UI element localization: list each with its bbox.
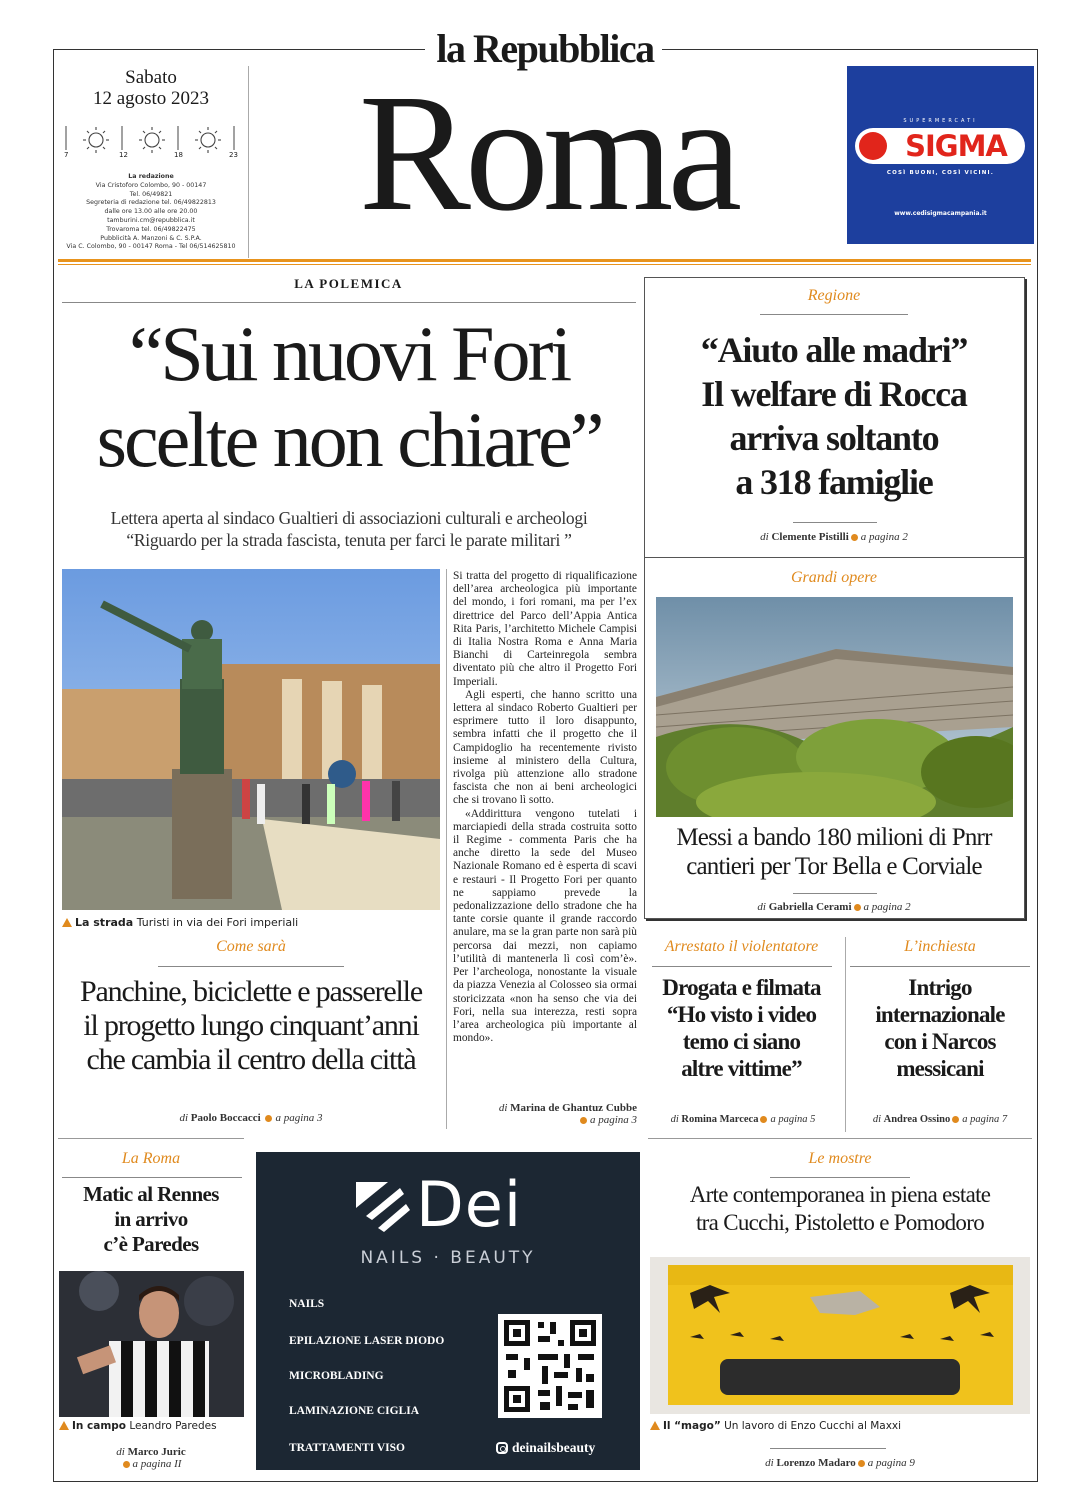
- caption-bold: La strada: [75, 916, 134, 929]
- mostre-headline-1[interactable]: Arte contemporanea in piena estate: [689, 1182, 991, 1207]
- mostre-byline[interactable]: [648, 1457, 1032, 1469]
- lead-body-paragraph: Si tratta del progetto di riqualificazione dell’area archeologica più importante del mondo, i fori romani, ma per l’ex direttrice del Parco dell’Appia Antica Rita Paris, l’architetto Michele Campisi di Italia Nostra Roma e Anna Maria Bianchi di Carteinregola sembra diventato più che altro il Progetto Fori Imperiali.: [453, 570, 637, 688]
- arrestato-kicker: Arrestato il violentatore: [664, 938, 819, 955]
- redazione-line[interactable]: tamburini.cm@repubblica.it: [107, 216, 195, 224]
- redazione-line: Tel. 06/49821: [129, 190, 173, 198]
- arrestato-headline-1[interactable]: Drogata e filmata: [662, 975, 821, 1000]
- caption-text: Turisti in via dei Fori imperiali: [136, 916, 299, 929]
- dei-service: TRATTAMENTI VISO: [289, 1442, 405, 1454]
- weather-hour: 12: [119, 151, 128, 159]
- byline-author: Romina Marceca: [681, 1114, 759, 1125]
- lead-deck-1: Lettera aperta al sindaco Gualtieri di associazioni culturali e archeologi: [110, 508, 588, 528]
- lead-photo[interactable]: [62, 569, 440, 910]
- dei-service: LAMINAZIONE CIGLIA: [289, 1405, 420, 1417]
- mostre-headline-2[interactable]: tra Cucchi, Pistoletto e Pomodoro: [695, 1210, 984, 1235]
- orange-dot-icon: [760, 1116, 767, 1123]
- caption-bold: Il “mago”: [663, 1420, 721, 1432]
- redazione-line: Via C. Colombo, 90 - 00147 Roma - Tel 06/514625810: [66, 243, 236, 251]
- edition-title: Roma: [358, 60, 737, 246]
- come-sara-kicker: Come sarà: [216, 938, 286, 955]
- brand-name[interactable]: la Repubblica: [436, 26, 654, 71]
- weather-icons: [62, 122, 240, 162]
- inchiesta-kicker: L’inchiesta: [904, 938, 976, 955]
- redazione-line: Segreteria di redazione tel. 06/49822813: [86, 199, 216, 207]
- lead-body-paragraph: Agli esperti, che hanno scritto una lettera al sindaco Roberto Gualtieri per esprimere tutto il loro disappunto, sembra infatti che il progetto che il Campidoglio ha recentemente rivisto insieme al ministero della Cultura, rivolga più attenzione allo stradone fascista che non ai beni archeologici che si trovano lì sotto.: [453, 688, 637, 807]
- arrestato-headline-3[interactable]: temo ci siano: [682, 1029, 801, 1054]
- lead-column-divider: [446, 569, 447, 1129]
- lead-body: [453, 570, 637, 1045]
- redazione-line: Via Cristoforo Colombo, 90 - 00147: [95, 181, 207, 189]
- frame-top-left: [53, 49, 425, 50]
- frame-right: [1037, 49, 1038, 1481]
- regione-kicker: Regione: [807, 287, 861, 304]
- dei-ad[interactable]: [256, 1152, 640, 1470]
- redazione-line: Trovaroma tel. 06/49822475: [106, 225, 196, 233]
- regione-byline-rule: [793, 522, 877, 523]
- grandi-opere-headline-2[interactable]: cantieri per Tor Bella e Corviale: [686, 853, 982, 880]
- frame-bottom: [53, 1481, 1038, 1482]
- grandi-opere-kicker: Grandi opere: [790, 569, 878, 586]
- orange-dot-icon: [580, 1117, 587, 1124]
- dei-service: NAILS: [289, 1298, 325, 1310]
- caption-triangle-icon: [650, 1421, 660, 1430]
- lead-headline-2[interactable]: scelte non chiare”: [96, 396, 602, 483]
- la-roma-caption: [59, 1420, 245, 1432]
- redazione-line: Pubblicità A. Manzoni & C. S.P.A.: [100, 234, 202, 242]
- la-roma-byline[interactable]: [58, 1446, 244, 1470]
- corviale-photo-art: [656, 597, 1013, 817]
- orange-dot-icon: [858, 1460, 865, 1467]
- regione-byline[interactable]: [645, 531, 1023, 543]
- lead-section-rule: [62, 302, 636, 303]
- arrestato-byline[interactable]: [648, 1114, 838, 1125]
- grandi-opere-photo[interactable]: [656, 597, 1013, 817]
- mostre-kicker: Le mostre: [808, 1150, 872, 1167]
- inchiesta-headline-4[interactable]: messicani: [896, 1056, 984, 1081]
- byline-author: Clemente Pistilli: [771, 531, 849, 543]
- byline-page[interactable]: a pagina 9: [867, 1457, 915, 1469]
- la-roma-rule: [62, 1177, 242, 1178]
- lead-section-label: LA POLEMICA: [294, 276, 403, 291]
- weather-hour: 23: [229, 151, 238, 159]
- redazione-title: La redazione: [128, 173, 174, 180]
- arrestato-headline-2[interactable]: “Ho visto i video: [666, 1002, 817, 1027]
- redazione-line: dalle ore 13.00 alle ore 20.00: [104, 208, 198, 216]
- sigma-tagline: COSÌ BUONI, COSÌ VICINI.: [886, 170, 995, 176]
- sun-icon: [195, 127, 221, 153]
- come-sara-rule: [158, 966, 344, 967]
- lead-deck-2: “Riguardo per la strada fascista, tenuta per farci le parate militari ”: [126, 530, 572, 550]
- arrestato-headline-4[interactable]: altre vittime”: [681, 1056, 802, 1081]
- date-day: Sabato: [125, 67, 177, 88]
- byline-prefix: di: [760, 531, 769, 543]
- byline-author: Marco Juric: [127, 1446, 186, 1458]
- regione-headline-2[interactable]: Il welfare di Rocca: [701, 374, 967, 414]
- byline-page[interactable]: a pagina 2: [863, 901, 911, 913]
- byline-prefix: di: [498, 1102, 508, 1114]
- grandi-opere-byline-rule: [793, 893, 877, 894]
- dei-service: EPILAZIONE LASER DIODO: [289, 1335, 445, 1347]
- sigma-figure-icon: [859, 132, 887, 160]
- la-roma-headline-2[interactable]: in arrivo: [114, 1207, 188, 1231]
- right-box-divider: [645, 557, 1024, 558]
- inchiesta-byline[interactable]: [850, 1114, 1030, 1125]
- byline-prefix: di: [116, 1446, 125, 1458]
- inchiesta-rule: [850, 966, 1030, 967]
- mostre-rule: [770, 1177, 910, 1178]
- date-box-divider: [248, 66, 249, 258]
- byline-author: Marina de Ghantuz Cubbe: [510, 1102, 637, 1114]
- byline-prefix: di: [872, 1114, 881, 1125]
- weather-hour: 7: [64, 151, 69, 159]
- come-sara-headline-3[interactable]: che cambia il centro della città: [86, 1043, 416, 1076]
- la-roma-headline-1[interactable]: Matic al Rennes: [83, 1182, 219, 1206]
- dei-social[interactable]: deinailsbeauty: [512, 1440, 596, 1455]
- regione-headline-3[interactable]: arriva soltanto: [729, 418, 939, 458]
- weather-strip: [62, 122, 240, 162]
- sigma-ad-top: SUPERMERCATI: [903, 118, 978, 124]
- byline-author: Andrea Ossino: [883, 1114, 951, 1125]
- cucchi-artwork-art: [650, 1257, 1030, 1414]
- grandi-opere-byline[interactable]: [645, 901, 1023, 913]
- byline-page[interactable]: a pagina 3: [589, 1114, 637, 1126]
- arrestato-inchiesta-divider: [845, 937, 846, 1132]
- inchiesta-headline-2[interactable]: internazionale: [875, 1002, 1005, 1027]
- caption-text: Leandro Paredes: [129, 1420, 217, 1432]
- lead-photo-caption: [62, 916, 440, 929]
- caption-triangle-icon: [59, 1421, 69, 1430]
- come-sara-headline-1[interactable]: Panchine, biciclette e passerelle: [80, 975, 422, 1008]
- regione-headline-1[interactable]: “Aiuto alle madri”: [700, 330, 968, 370]
- mostre-photo[interactable]: [650, 1257, 1030, 1414]
- dei-sub: NAILS · BEAUTY: [360, 1248, 536, 1268]
- qr-code-icon[interactable]: [498, 1314, 602, 1418]
- date-full: 12 agosto 2023: [92, 88, 210, 109]
- regione-headline-4[interactable]: a 318 famiglie: [735, 462, 933, 502]
- sigma-url[interactable]: www.cedisigmacampania.it: [894, 210, 987, 217]
- masthead-rule-thin: [58, 264, 1031, 265]
- weather-hour: 18: [174, 151, 183, 159]
- player-photo-art: [59, 1271, 244, 1417]
- caption-triangle-icon: [62, 918, 72, 927]
- frame-left: [53, 49, 54, 1481]
- come-sara-headline-2[interactable]: il progetto lungo cinquant’anni: [83, 1009, 419, 1042]
- lead-body-paragraph: «Addirittura vengono tutelati i marciapiedi della strada costruita sotto il Regime - commenta Paris che ha anche diretto la sede del Museo Nazionale Romano ed è esperta di scavi e restauri - Il Progetto Fori per quanto ne sappiamo prevede la pedonalizzazione dello stradone che ha tante corsie quante il grande raccordo anulare, ma se la gran parte non sarà più percorsa dai mezzi, non capiamo l’utilità di mantenerla lì così com’è». Per l’archeologa, nonostante la visuale da piazza Venezia al Colosseo sia ormai storicizzata «non ha senso che via dei Fori, nella sua interezza, resti sopra l’area archeologica più importante al mondo».: [453, 807, 637, 1045]
- come-sara-byline[interactable]: [62, 1112, 440, 1124]
- dei-logo-text: Dei: [416, 1168, 523, 1241]
- byline-page[interactable]: a pagina 3: [275, 1112, 323, 1124]
- inchiesta-headline-3[interactable]: con i Narcos: [884, 1029, 996, 1054]
- byline-author: Gabriella Cerami: [768, 901, 852, 913]
- byline-author: Lorenzo Madaro: [776, 1457, 856, 1469]
- orange-dot-icon: [854, 904, 861, 911]
- frame-top-right: [662, 49, 1037, 50]
- dei-logo-icon: [354, 1178, 412, 1234]
- byline-prefix: di: [179, 1112, 189, 1124]
- sigma-logo-box: [855, 128, 1025, 164]
- sun-icon: [139, 127, 165, 153]
- orange-dot-icon: [952, 1116, 959, 1123]
- inchiesta-headline-1[interactable]: Intrigo: [908, 975, 972, 1000]
- lead-headline-1[interactable]: “Sui nuovi Fori: [128, 310, 570, 397]
- masthead-rule: [58, 259, 1031, 262]
- byline-author: Paolo Boccacci: [190, 1112, 261, 1124]
- la-roma-photo[interactable]: [59, 1271, 244, 1417]
- sigma-ad[interactable]: [847, 66, 1034, 244]
- byline-prefix: di: [765, 1457, 774, 1469]
- redazione-info: [58, 173, 244, 252]
- orange-dot-icon: [265, 1115, 272, 1122]
- byline-page[interactable]: a pagina II: [132, 1458, 182, 1470]
- la-roma-kicker: La Roma: [121, 1150, 181, 1167]
- byline-page[interactable]: a pagina 5: [770, 1114, 816, 1125]
- byline-page[interactable]: a pagina 2: [860, 531, 908, 543]
- bottom-band-rule-left: [58, 1138, 244, 1139]
- mostre-byline-rule: [770, 1448, 886, 1449]
- mostre-caption: [650, 1420, 1030, 1432]
- sigma-logo: SIGMA: [905, 129, 1007, 163]
- grandi-opere-headline-1[interactable]: Messi a bando 180 milioni di Pnrr: [676, 824, 992, 851]
- caption-bold: In campo: [72, 1420, 127, 1432]
- lead-byline[interactable]: [453, 1102, 637, 1126]
- la-roma-headline-3[interactable]: c’è Paredes: [103, 1232, 199, 1256]
- sun-icon: [83, 127, 109, 153]
- caption-text: Un lavoro di Enzo Cucchi al Maxxi: [724, 1420, 902, 1432]
- lead-photo-art: [62, 569, 440, 910]
- instagram-icon: [496, 1442, 508, 1454]
- byline-prefix: di: [670, 1114, 679, 1125]
- orange-dot-icon: [123, 1461, 130, 1468]
- qr-code-art: [498, 1314, 602, 1418]
- arrestato-rule: [652, 966, 832, 967]
- dei-service: MICROBLADING: [289, 1370, 384, 1382]
- bottom-band-rule-right: [648, 1138, 1032, 1139]
- byline-page[interactable]: a pagina 7: [962, 1114, 1008, 1125]
- regione-rule: [760, 314, 908, 315]
- byline-prefix: di: [757, 901, 766, 913]
- orange-dot-icon: [851, 534, 858, 541]
